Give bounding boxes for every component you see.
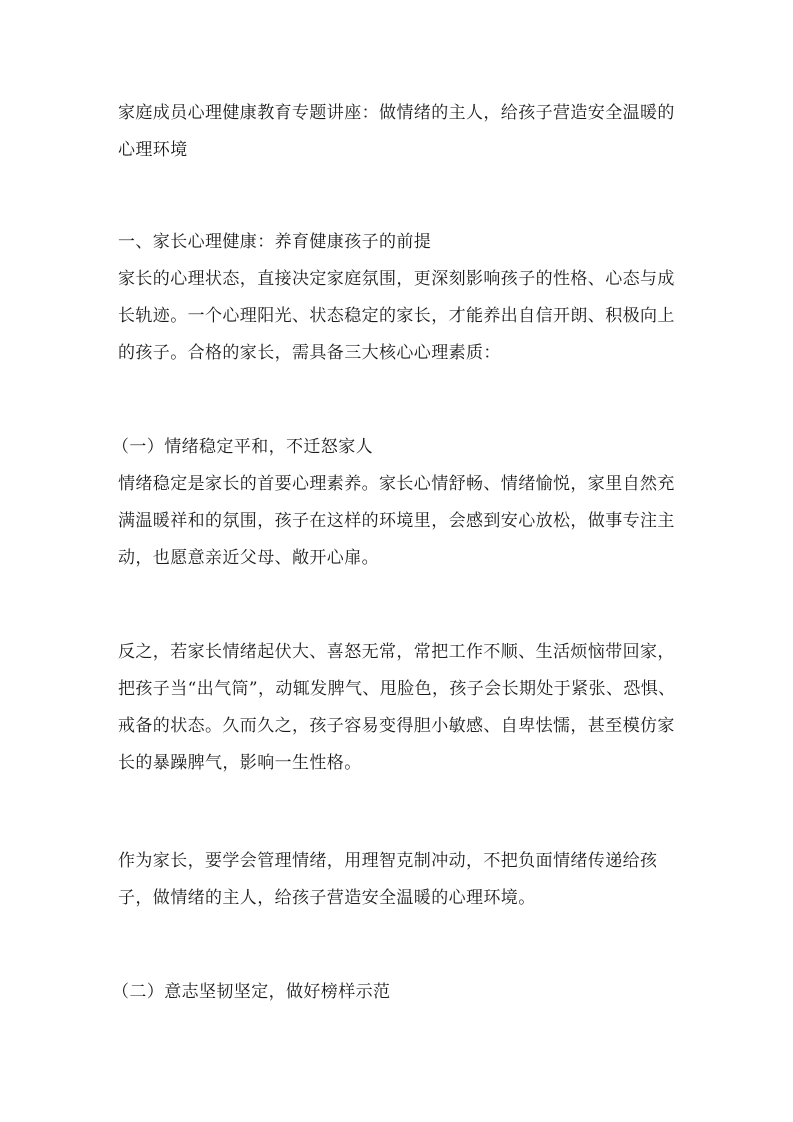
- document-title: 家庭成员心理健康教育专题讲座：做情绪的主人，给孩子营造安全温暖的心理环境: [118, 103, 675, 160]
- subsection-heading: （二）意志坚韧坚定，做好榜样示范: [112, 982, 391, 1002]
- subsection-heading: （一）情绪稳定平和，不迁怒家人: [112, 437, 373, 457]
- section-paragraph: 家长的心理状态，直接决定家庭氛围，更深刻影响孩子的性格、心态与成长轨迹。一个心理阳光、状态稳定的家长，才能养出自信开朗、积极向上的孩子。合格的家长，需具备三大核心心理素质：: [118, 269, 675, 363]
- section-heading: 一、家长心理健康：养育健康孩子的前提: [118, 232, 432, 252]
- body-paragraph: 情绪稳定是家长的首要心理素养。家长心情舒畅、情绪愉悦，家里自然充满温暖祥和的氛围，孩子在这样的环境里，会感到安心放松，做事专注主动，也愿意亲近父母、敞开心扉。: [118, 474, 675, 568]
- body-paragraph: 作为家长，要学会管理情绪，用理智克制冲动，不把负面情绪传递给孩子，做情绪的主人，给孩子营造安全温暖的心理环境。: [118, 851, 658, 908]
- body-paragraph: 反之，若家长情绪起伏大、喜怒无常，常把工作不顺、生活烦恼带回家，把孩子当“出气筒”，动辄发脾气、甩脸色，孩子会长期处于紧张、恐惧、戒备的状态。久而久之，孩子容易变得胆小敏感、自卑怯懦，甚至模仿家长的暴躁脾气，影响一生性格。: [118, 642, 676, 773]
